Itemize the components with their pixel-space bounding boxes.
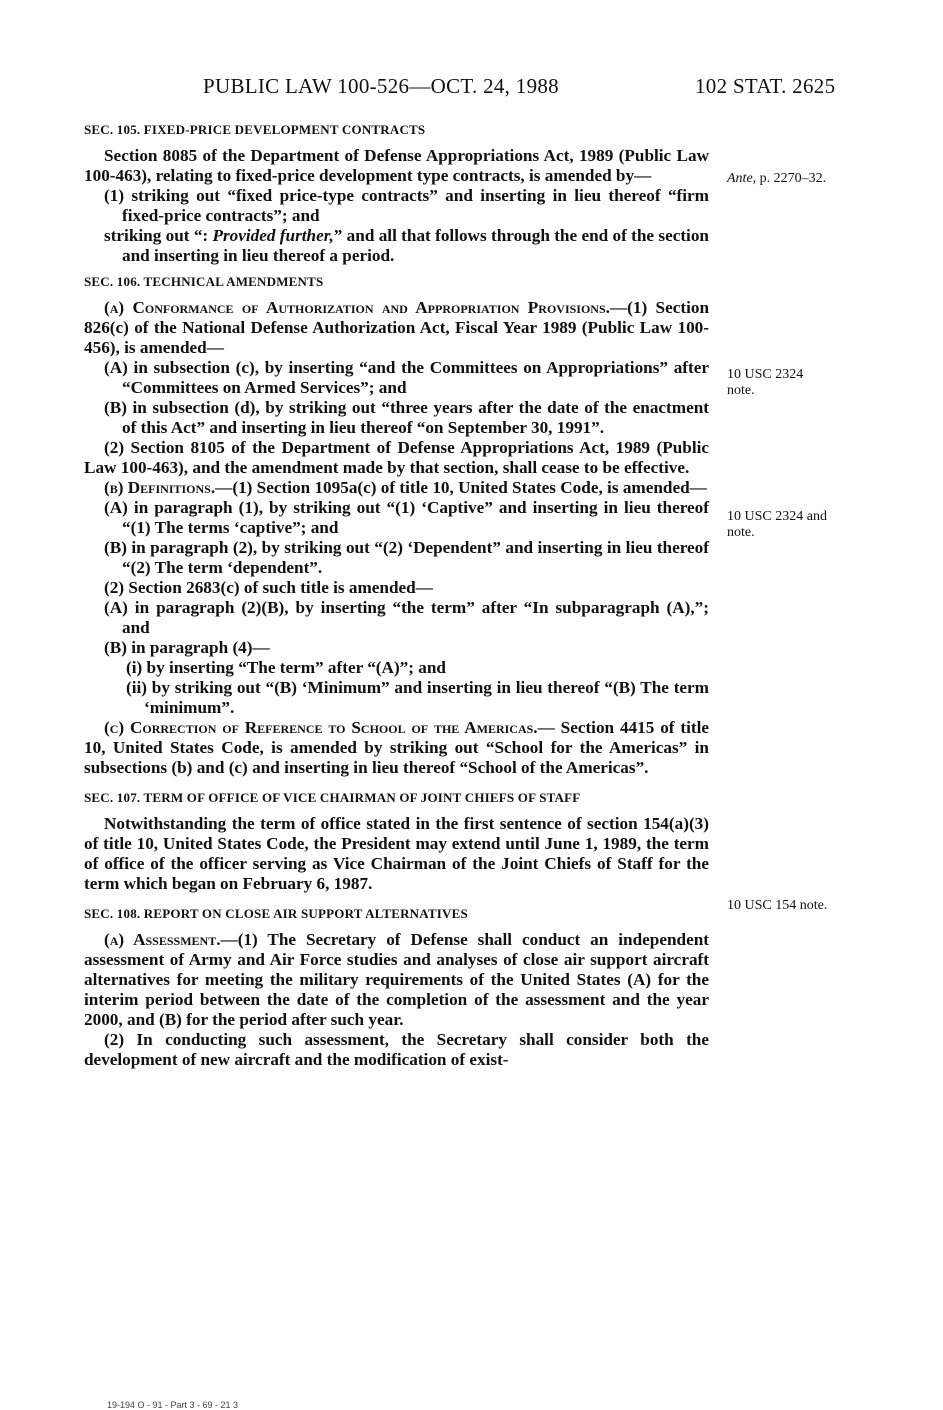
section-105-item-1: (1) striking out “fixed price-type contracts” and inserting in lieu thereof “firm fixed-price contracts”; and — [104, 186, 709, 225]
section-106-b: (b) Definitions.—(1) Section 1095a(c) of title 10, United States Code, is amended— — [104, 478, 707, 497]
section-108-a-2: (2) In conducting such assessment, the Secretary shall consider both the development of new aircraft and the modification of exist- — [84, 1030, 709, 1069]
margin-note-10usc2324-and: 10 USC 2324 and note. — [727, 509, 827, 540]
section-105-item-2: striking out “: Provided further,” and all that follows through the end of the section and inserting in lieu thereof a period. — [104, 226, 709, 265]
section-108-a: (a) Assessment.—(1) The Secretary of Defense shall conduct an independent assessment of Army and Air Force studies and analyses of close air support aircraft alternatives for meeting the military requirements of the United States (A) for the interim period between the date of the completion of the assessment and the year 2000, and (B) for the period after such year. — [84, 930, 709, 1029]
margin-note-ante: Ante, p. 2270–32. — [727, 171, 827, 186]
section-106-c: (c) Correction of Reference to School of the Americas.— Section 4415 of title 10, United States Code, is amended by striking out “School for the Americas” in subsections (b) and (c) and inserting in lieu thereof “School of the Americas”. — [84, 718, 709, 777]
section-106-a: (a) Conformance of Authorization and Appropriation Provisions.—(1) Section 826(c) of the National Defense Authorization Act, Fiscal Year 1989 (Public Law 100-456), is amended— — [84, 298, 710, 357]
page-header — [0, 74, 943, 102]
section-106-b-B: (B) in paragraph (2), by striking out “(2) ‘Dependent” and inserting in lieu thereof “(2) The term ‘dependent”. — [104, 538, 709, 577]
section-106-b-2: (2) Section 2683(c) of such title is amended— — [104, 578, 433, 597]
margin-note-10usc2324: 10 USC 2324 note. — [727, 367, 804, 398]
main-text — [84, 120, 709, 1070]
section-106-b-2-B: (B) in paragraph (4)— — [104, 638, 270, 657]
law-title: PUBLIC LAW 100-526—OCT. 24, 1988 — [203, 74, 559, 98]
section-106-a-B: (B) in subsection (d), by striking out “three years after the date of the enactment of this Act” and inserting in lieu thereof “on September 30, 1991”. — [104, 398, 709, 437]
section-106-a-2: (2) Section 8105 of the Department of Defense Appropriations Act, 1989 (Public Law 100-463), and the amendment made by that section, shall cease to be effective. — [84, 438, 709, 477]
stat-page-number: 102 STAT. 2625 — [695, 74, 836, 98]
section-106-b-2-B-i: (i) by inserting “The term” after “(A)”; and — [126, 658, 446, 677]
section-106-a-A: (A) in subsection (c), by inserting “and the Committees on Appropriations” after “Committees on Armed Services”; and — [104, 358, 709, 397]
section-105-heading: SEC. 105. FIXED-PRICE DEVELOPMENT CONTRACTS — [84, 122, 426, 137]
section-108-heading: SEC. 108. REPORT ON CLOSE AIR SUPPORT ALTERNATIVES — [84, 906, 468, 921]
margin-note-10usc154: 10 USC 154 note. — [727, 898, 828, 913]
section-107-heading: SEC. 107. TERM OF OFFICE OF VICE CHAIRMAN OF JOINT CHIEFS OF STAFF — [84, 790, 581, 805]
section-106-b-A: (A) in paragraph (1), by striking out “(1) ‘Captive” and inserting in lieu thereof “(1) The terms ‘captive”; and — [104, 498, 709, 537]
section-106-heading: SEC. 106. TECHNICAL AMENDMENTS — [84, 274, 324, 289]
section-106-b-2-B-ii: (ii) by striking out “(B) ‘Minimum” and inserting in lieu thereof “(B) The term ‘minimum”. — [126, 678, 709, 717]
section-105-paragraph: Section 8085 of the Department of Defense Appropriations Act, 1989 (Public Law 100-463), relating to fixed-price development type contracts, is amended by— — [84, 146, 709, 185]
section-106-b-2-A: (A) in paragraph (2)(B), by inserting “the term” after “In subparagraph (A),”; and — [104, 598, 709, 637]
printer-footer: 19-194 O - 91 - Part 3 - 69 - 21 3 — [107, 1400, 239, 1410]
section-107-paragraph: Notwithstanding the term of office stated in the first sentence of section 154(a)(3) of title 10, United States Code, the President may extend until June 1, 1989, the term of office of the officer serving as Vice Chairman of the Joint Chiefs of Staff for the term which began on February 6, 1987. — [84, 814, 709, 893]
